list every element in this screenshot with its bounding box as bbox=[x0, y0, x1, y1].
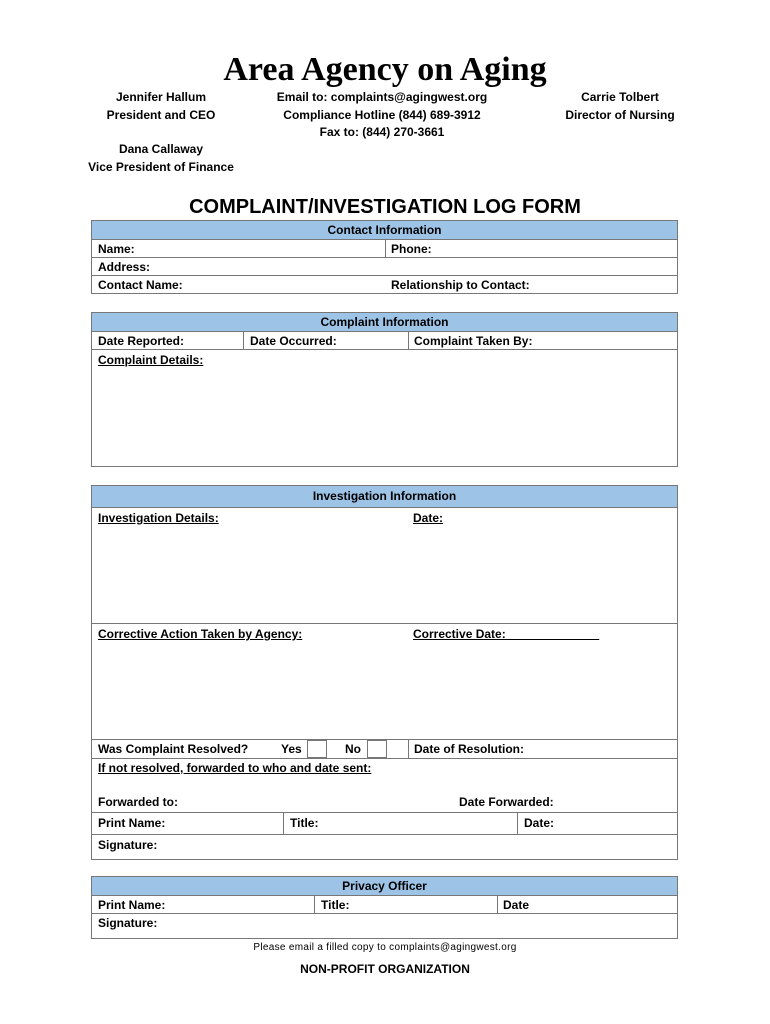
vp-name: Dana Callaway bbox=[118, 142, 204, 156]
date-forwarded-label[interactable]: Date Forwarded: bbox=[459, 795, 554, 809]
complaint-dates-row bbox=[92, 332, 677, 350]
forwarding-area bbox=[92, 759, 677, 813]
address-label[interactable]: Address: bbox=[98, 260, 151, 274]
contact-email: Email to: complaints@agingwest.org bbox=[276, 90, 488, 104]
no-checkbox[interactable] bbox=[367, 740, 387, 758]
director-name: Carrie Tolbert bbox=[581, 90, 659, 104]
complaint-information-section bbox=[91, 312, 678, 467]
date-reported-label[interactable]: Date Reported: bbox=[98, 334, 185, 348]
contact-row-address bbox=[92, 258, 677, 276]
resolution-row bbox=[92, 740, 677, 759]
investigation-details-area bbox=[92, 508, 677, 624]
ceo-name: Jennifer Hallum bbox=[115, 90, 207, 104]
director-role: Director of Nursing bbox=[565, 107, 675, 122]
corrective-action-label[interactable]: Corrective Action Taken by Agency: bbox=[98, 627, 303, 641]
privacy-title-label[interactable]: Title: bbox=[321, 898, 350, 912]
contact-heading: Contact Information bbox=[92, 221, 677, 240]
footer-organization-type: NON-PROFIT ORGANIZATION bbox=[300, 962, 470, 976]
complaint-taken-by-label[interactable]: Complaint Taken By: bbox=[414, 334, 533, 348]
no-label: No bbox=[345, 742, 361, 756]
corrective-date-label[interactable]: Corrective Date:______________ bbox=[413, 627, 600, 641]
privacy-date-label[interactable]: Date bbox=[503, 898, 530, 912]
investigation-date-label[interactable]: Date: bbox=[413, 511, 444, 525]
privacy-heading: Privacy Officer bbox=[92, 877, 677, 896]
date-of-resolution-label[interactable]: Date of Resolution: bbox=[414, 742, 524, 756]
date-label[interactable]: Date: bbox=[524, 816, 555, 830]
vp-role: Vice President of Finance bbox=[88, 159, 234, 174]
signature-label[interactable]: Signature: bbox=[98, 838, 158, 852]
privacy-print-name-label[interactable]: Print Name: bbox=[98, 898, 166, 912]
phone-label[interactable]: Phone: bbox=[391, 242, 432, 256]
complaint-details-label[interactable]: Complaint Details: bbox=[98, 353, 204, 367]
privacy-officer-section bbox=[91, 876, 678, 939]
not-resolved-label[interactable]: If not resolved, forwarded to who and date sent: bbox=[98, 761, 372, 775]
footer-email-note: Please email a filled copy to complaints@agingwest.org bbox=[253, 942, 517, 953]
corrective-action-area bbox=[92, 624, 677, 740]
complaint-heading: Complaint Information bbox=[92, 313, 677, 332]
privacy-signoff-row bbox=[92, 896, 677, 914]
contact-name-label[interactable]: Contact Name: bbox=[98, 278, 183, 292]
contact-information-section bbox=[91, 220, 678, 294]
forwarding-signoff-row bbox=[92, 813, 677, 835]
date-occurred-label[interactable]: Date Occurred: bbox=[250, 334, 337, 348]
name-label: Name: bbox=[98, 242, 135, 256]
complaint-resolved-question: Was Complaint Resolved? bbox=[98, 742, 249, 756]
ceo-role: President and CEO bbox=[106, 107, 216, 122]
contact-row-name bbox=[92, 240, 677, 258]
privacy-signature-label[interactable]: Signature: bbox=[98, 916, 158, 930]
header-center-block bbox=[255, 89, 509, 142]
yes-label: Yes bbox=[281, 742, 302, 756]
header-right-block bbox=[550, 89, 690, 124]
organization-title: Area Agency on Aging bbox=[223, 51, 547, 88]
investigation-information-section bbox=[91, 485, 678, 860]
print-name-label[interactable]: Print Name: bbox=[98, 816, 166, 830]
relationship-label[interactable]: Relationship to Contact: bbox=[391, 278, 530, 292]
title-label[interactable]: Title: bbox=[290, 816, 319, 830]
forwarded-to-label[interactable]: Forwarded to: bbox=[98, 795, 178, 809]
fax-number: Fax to: (844) 270-3661 bbox=[319, 125, 445, 139]
header-left-block bbox=[88, 89, 234, 176]
investigation-details-label[interactable]: Investigation Details: bbox=[98, 511, 219, 525]
contact-row-contact bbox=[92, 276, 677, 293]
yes-checkbox[interactable] bbox=[307, 740, 327, 758]
compliance-hotline: Compliance Hotline (844) 689-3912 bbox=[283, 107, 481, 122]
investigation-heading: Investigation Information bbox=[92, 486, 677, 508]
form-title: COMPLAINT/INVESTIGATION LOG FORM bbox=[189, 196, 581, 218]
